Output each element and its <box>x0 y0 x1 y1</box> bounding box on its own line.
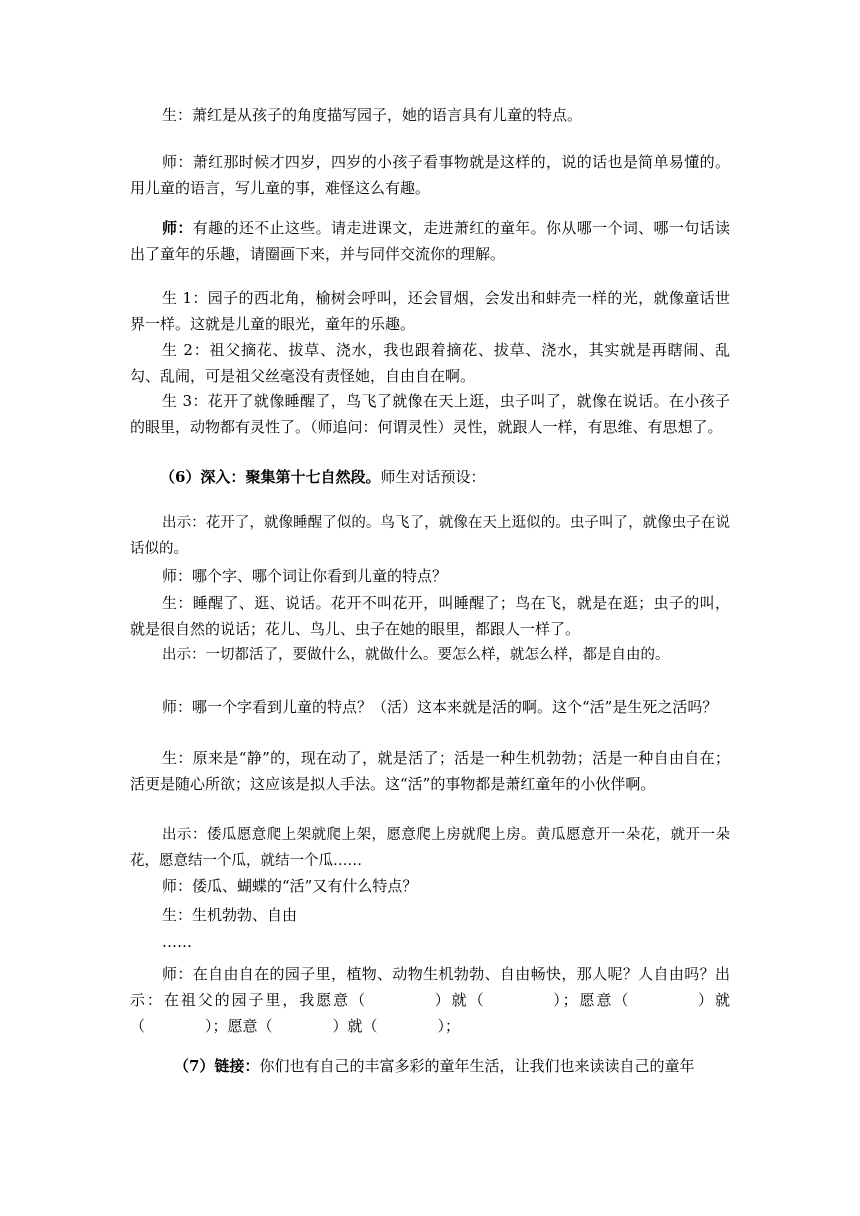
paragraph-5: 生 2：祖父摘花、拔草、浇水，我也跟着摘花、拔草、浇水，其实就是再瞎闹、乱勾、乱闹，可是祖父丝毫没有责怪她，自由自在啊。 <box>130 341 730 385</box>
paragraph-teacher-q1: 师：哪个字、哪个词让你看到儿童的特点？ <box>162 567 448 585</box>
paragraph-student-a2: 生：原来是“静”的，现在动了，就是活了；活是一种生机勃勃；活是一种自由自在；活更是随心所欲；这应该是拟人手法。这“活”的事物都是萧红童年的小伙伴啊。 <box>130 749 730 793</box>
display-quote-2: 出示：一切都活了，要做什么，就做什么。要怎么样，就怎么样，都是自由的。 <box>162 647 670 663</box>
ellipsis-line: …… <box>162 933 192 951</box>
section-6-bold: （6）深入：聚集第十七自然段。 <box>160 468 381 486</box>
section-6-heading <box>160 464 730 490</box>
paragraph-3-bold: 师： <box>162 219 193 237</box>
paragraph-student-a3: 生：生机勃勃、自由 <box>162 906 298 924</box>
display-quote-3: 出示：倭瓜愿意爬上架就爬上架，愿意爬上房就爬上房。黄瓜愿意开一朵花，就开一朵花，愿意结一个瓜，就结一个瓜…… <box>130 827 730 869</box>
paragraph-3 <box>130 215 730 267</box>
section-7-bold: （7）链接： <box>174 1057 260 1075</box>
section-7-text: 你们也有自己的丰富多彩的童年生活，让我们也来读读自己的童年 <box>259 1057 695 1075</box>
paragraph-3-text: 有趣的还不止这些。请走进课文，走进萧红的童年。你从哪一个词、哪一句话读出了童年的乐趣，请圈画下来，并与同伴交流你的理解。 <box>130 219 730 263</box>
paragraph-4: 生 1：园子的西北角，榆树会呼叫，还会冒烟，会发出和蚌壳一样的光，就像童话世界一样。这就是儿童的眼光，童年的乐趣。 <box>130 289 730 333</box>
paragraph-teacher-q3: 师：倭瓜、蝴蝶的“活”又有什么特点？ <box>162 877 418 895</box>
display-quote-1: 出示：花开了，就像睡醒了似的。鸟飞了，就像在天上逛似的。虫子叫了，就像虫子在说话似的。 <box>130 515 730 557</box>
paragraph-6: 生 3：花开了就像睡醒了，鸟飞了就像在天上逛，虫子叫了，就像在说话。在小孩子的眼里，动物都有灵性了。（师追问：何谓灵性）灵性，就跟人一样，有思维、有思想了。 <box>130 392 730 436</box>
paragraph-1: 生：萧红是从孩子的角度描写园子，她的语言具有儿童的特点。 <box>162 106 583 124</box>
section-6-text: 师生对话预设： <box>380 468 486 486</box>
paragraph-2: 师：萧红那时候才四岁，四岁的小孩子看事物就是这样的，说的话也是简单易懂的。用儿童的语言，写儿童的事，难怪这么有趣。 <box>130 153 730 197</box>
section-7-heading <box>130 1053 730 1079</box>
paragraph-teacher-q4: 师：在自由自在的园子里，植物、动物生机勃勃、自由畅快，那人呢？人自由吗？出示：在祖父的园子里，我愿意（ ）就（ ）；愿意（ ）就（ ）；愿意（ ）就（ ）； <box>130 965 730 1035</box>
paragraph-student-a1: 生：睡醒了、逛、说话。花开不叫花开，叫睡醒了；鸟在飞，就是在逛；虫子的叫，就是很自然的说话；花儿、鸟儿、虫子在她的眼里，都跟人一样了。 <box>130 594 730 638</box>
paragraph-teacher-q2: 师：哪一个字看到儿童的特点？（活）这本来就是活的啊。这个“活”是生死之活吗？ <box>162 698 718 716</box>
